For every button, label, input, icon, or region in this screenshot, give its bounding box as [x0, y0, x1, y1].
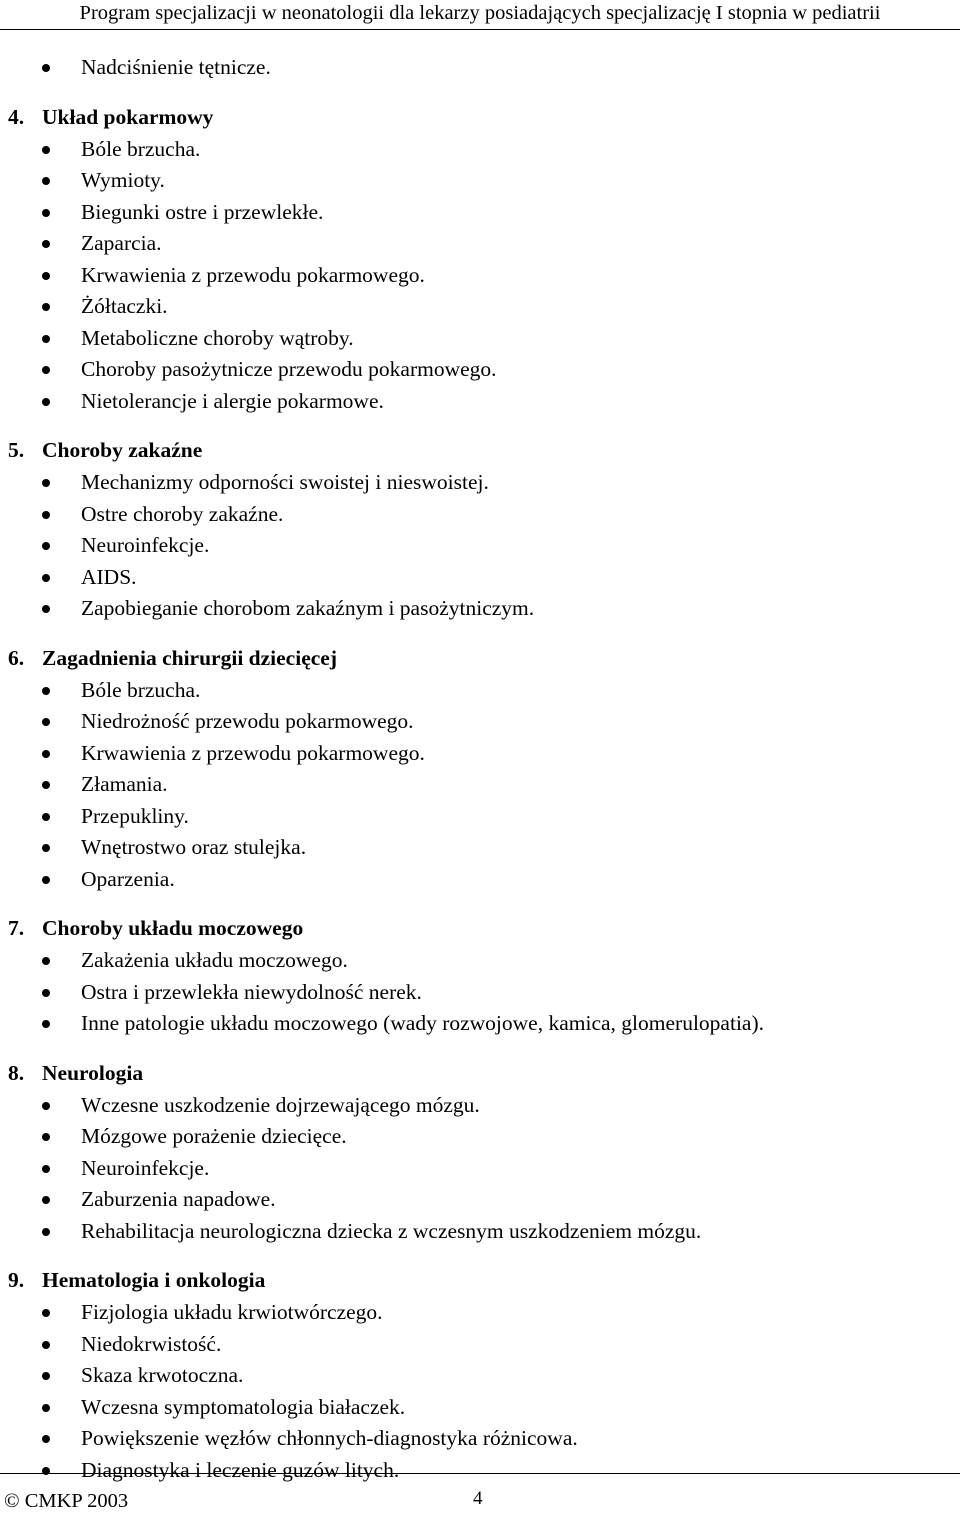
- list-item: [0, 945, 960, 977]
- list-item: [0, 197, 960, 229]
- section-bullet-list: [0, 1090, 960, 1248]
- section-heading: [0, 429, 960, 467]
- section: [0, 96, 960, 418]
- list-item: [0, 165, 960, 197]
- list-item-text: Mechanizmy odporności swoistej i nieswoistej.: [81, 470, 489, 494]
- list-item: [0, 706, 960, 738]
- bullet-icon: [42, 813, 50, 821]
- bullet-icon: [42, 1165, 50, 1173]
- list-item-text: Fizjologia układu krwiotwórczego.: [81, 1300, 383, 1324]
- list-item: [0, 52, 960, 84]
- list-item-text: AIDS.: [81, 564, 137, 589]
- section-heading: [0, 637, 960, 675]
- list-item-text: Diagnostyka i leczenie guzów litych.: [81, 1457, 400, 1482]
- list-item-text: Skaza krwotoczna.: [81, 1363, 244, 1387]
- page-footer: [0, 1473, 960, 1515]
- list-item-text: Krwawienia z przewodu pokarmowego.: [81, 740, 425, 765]
- list-item: [0, 1329, 960, 1361]
- bullet-icon: [42, 687, 50, 695]
- bullet-icon: [42, 1372, 50, 1380]
- bullet-icon: [42, 989, 50, 997]
- list-item: [0, 675, 960, 707]
- list-item-text: Biegunki ostre i przewlekłe.: [81, 199, 324, 224]
- list-item: [0, 1360, 960, 1392]
- list-item-text: Wczesna symptomatologia białaczek.: [81, 1394, 406, 1419]
- section-title: Choroby zakaźne: [42, 438, 203, 462]
- list-item-text: Zakażenia układu moczowego.: [81, 948, 348, 972]
- list-item: [0, 832, 960, 864]
- list-item: [0, 1090, 960, 1122]
- section-title: Hematologia i onkologia: [42, 1268, 266, 1292]
- list-item: [0, 864, 960, 896]
- list-item-text: Inne patologie układu moczowego (wady rozwojowe, kamica, glomerulopatia).: [81, 1011, 764, 1035]
- list-item: [0, 530, 960, 562]
- bullet-icon: [42, 605, 50, 613]
- section-bullet-list: [0, 1297, 960, 1486]
- list-item: [0, 291, 960, 323]
- bullet-icon: [42, 335, 50, 343]
- list-item: [0, 1121, 960, 1153]
- section-number: 5.: [8, 438, 25, 462]
- bullet-icon: [42, 64, 50, 72]
- section-heading: [0, 1259, 960, 1297]
- section: [0, 637, 960, 896]
- list-item: [0, 1153, 960, 1185]
- list-item: [0, 134, 960, 166]
- bullet-icon: [42, 574, 50, 582]
- bullet-icon: [42, 511, 50, 519]
- bullet-icon: [42, 479, 50, 487]
- bullet-icon: [42, 718, 50, 726]
- bullet-icon: [42, 272, 50, 280]
- list-item-text: Nadciśnienie tętnicze.: [81, 55, 271, 79]
- list-item-text: Powiększenie węzłów chłonnych-diagnostyka różnicowa.: [81, 1426, 578, 1450]
- list-item-text: Przepukliny.: [81, 803, 189, 828]
- list-item: [0, 228, 960, 260]
- section-heading: [0, 907, 960, 945]
- bullet-icon: [42, 1341, 50, 1349]
- bullet-icon: [42, 957, 50, 965]
- list-item-text: Zapobieganie chorobom zakaźnym i pasożytniczym.: [81, 596, 535, 620]
- bullet-icon: [42, 1228, 50, 1236]
- section-number: 4.: [8, 104, 25, 129]
- section-number: 7.: [8, 916, 25, 940]
- list-item: [0, 801, 960, 833]
- bullet-icon: [42, 366, 50, 374]
- section: [0, 1259, 960, 1486]
- section: [0, 429, 960, 625]
- bullet-icon: [42, 542, 50, 550]
- list-item: [0, 467, 960, 499]
- bullet-icon: [42, 1102, 50, 1110]
- list-item-text: Złamania.: [81, 772, 168, 796]
- list-item-text: Krwawienia z przewodu pokarmowego.: [81, 262, 425, 287]
- bullet-icon: [42, 781, 50, 789]
- list-item-text: Ostre choroby zakaźne.: [81, 501, 284, 526]
- document-title: Program specjalizacji w neonatologii dla lekarzy posiadających specjalizację I stopnia w pediatrii: [79, 2, 881, 24]
- bullet-icon: [42, 1309, 50, 1317]
- section-number: 6.: [8, 645, 25, 670]
- section-title: Układ pokarmowy: [42, 104, 214, 129]
- list-item-text: Żółtaczki.: [81, 294, 168, 318]
- bullet-icon: [42, 1435, 50, 1443]
- list-item-text: Wnętrostwo oraz stulejka.: [81, 835, 307, 859]
- page-header: [0, 0, 960, 30]
- list-item: [0, 354, 960, 386]
- section-title: Neurologia: [42, 1060, 144, 1085]
- list-item: [0, 1423, 960, 1455]
- list-item-text: Nietolerancje i alergie pokarmowe.: [81, 388, 384, 413]
- list-item: [0, 562, 960, 594]
- list-item: [0, 1008, 960, 1040]
- list-item-text: Niedrożność przewodu pokarmowego.: [81, 709, 414, 733]
- bullet-icon: [42, 303, 50, 311]
- list-item: [0, 1297, 960, 1329]
- list-item: [0, 593, 960, 625]
- list-item-text: Niedokrwistość.: [81, 1331, 222, 1356]
- bullet-icon: [42, 209, 50, 217]
- section-heading: [0, 1052, 960, 1090]
- section-heading: [0, 96, 960, 134]
- document-body: [0, 52, 960, 1486]
- bullet-icon: [42, 398, 50, 406]
- section-number: 9.: [8, 1268, 25, 1292]
- list-item: [0, 769, 960, 801]
- section: [0, 1052, 960, 1248]
- bullet-icon: [42, 750, 50, 758]
- list-item-text: Mózgowe porażenie dziecięce.: [81, 1124, 347, 1148]
- list-item: [0, 499, 960, 531]
- section-bullet-list: [0, 134, 960, 418]
- list-item: [0, 323, 960, 355]
- list-item: [0, 260, 960, 292]
- list-item: [0, 1184, 960, 1216]
- bullet-icon: [42, 240, 50, 248]
- list-item: [0, 1216, 960, 1248]
- list-item: [0, 386, 960, 418]
- lead-bullet-list: [0, 52, 960, 84]
- bullet-icon: [42, 1133, 50, 1141]
- list-item: [0, 1392, 960, 1424]
- list-item-text: Oparzenia.: [81, 866, 175, 891]
- section-number: 8.: [8, 1060, 25, 1085]
- list-item: [0, 738, 960, 770]
- section: [0, 907, 960, 1040]
- list-item-text: Neuroinfekcje.: [81, 533, 210, 557]
- list-item-text: Zaparcia.: [81, 231, 162, 255]
- page-number: 4: [473, 1488, 483, 1509]
- section-bullet-list: [0, 467, 960, 625]
- bullet-icon: [42, 177, 50, 185]
- list-item-text: Neuroinfekcje.: [81, 1155, 210, 1180]
- bullet-icon: [42, 1020, 50, 1028]
- bullet-icon: [42, 876, 50, 884]
- section-title: Choroby układu moczowego: [42, 916, 304, 940]
- list-item-text: Bóle brzucha.: [81, 136, 201, 161]
- section-bullet-list: [0, 945, 960, 1040]
- section-title: Zagadnienia chirurgii dziecięcej: [42, 645, 337, 670]
- list-item-text: Wczesne uszkodzenie dojrzewającego mózgu.: [81, 1092, 480, 1117]
- list-item-text: Wymioty.: [81, 168, 165, 192]
- bullet-icon: [42, 146, 50, 154]
- list-item-text: Metaboliczne choroby wątroby.: [81, 325, 354, 350]
- list-item-text: Ostra i przewlekła niewydolność nerek.: [81, 979, 422, 1004]
- list-item: [0, 977, 960, 1009]
- sections-container: [0, 84, 960, 1487]
- list-item-text: Bóle brzucha.: [81, 677, 201, 702]
- list-item-text: Choroby pasożytnicze przewodu pokarmowego.: [81, 357, 497, 381]
- list-item-text: Rehabilitacja neurologiczna dziecka z wczesnym uszkodzeniem mózgu.: [81, 1218, 702, 1243]
- bullet-icon: [42, 1196, 50, 1204]
- bullet-icon: [42, 844, 50, 852]
- bullet-icon: [42, 1404, 50, 1412]
- list-item-text: Zaburzenia napadowe.: [81, 1187, 276, 1211]
- section-bullet-list: [0, 675, 960, 896]
- copyright-notice: © CMKP 2003: [4, 1490, 129, 1512]
